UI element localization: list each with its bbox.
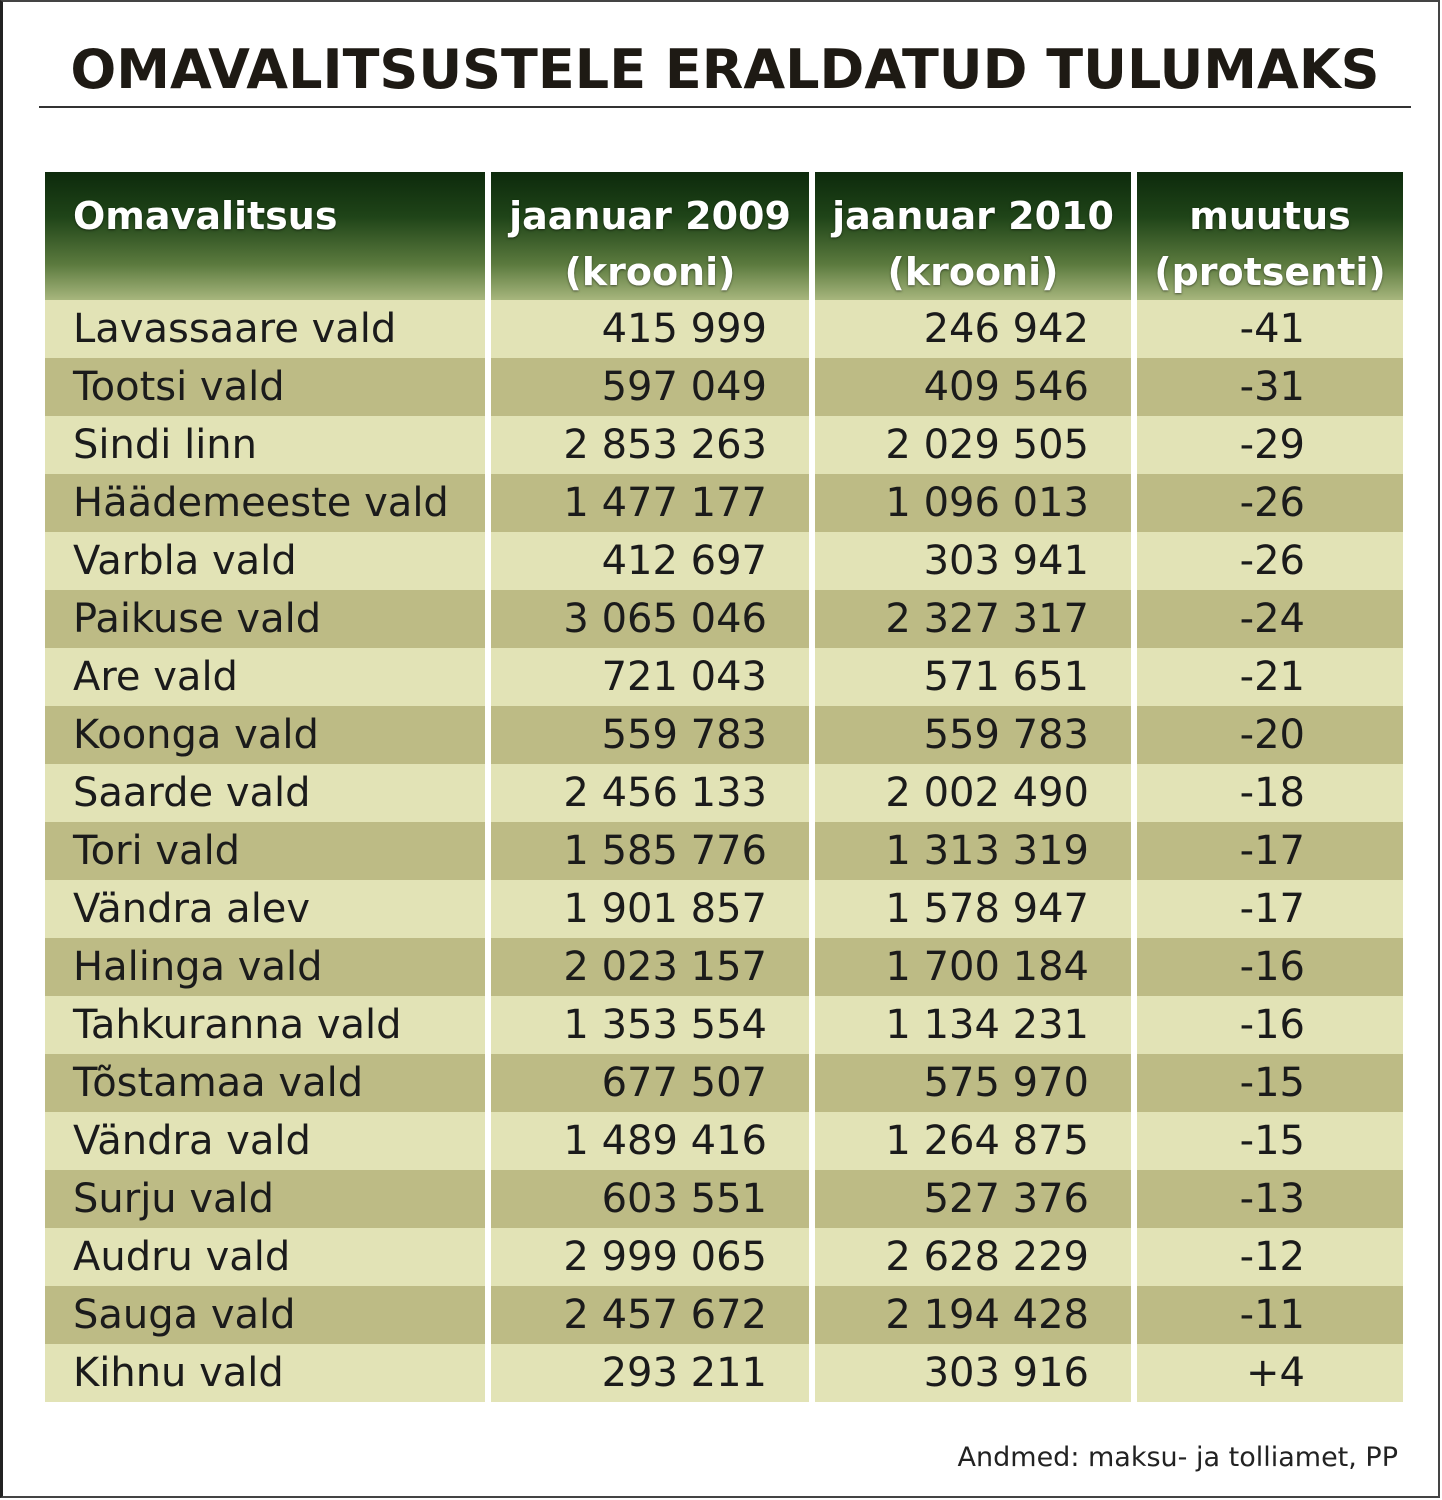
table-row xyxy=(45,880,1403,938)
cell-municipality: Vändra vald xyxy=(45,1112,485,1170)
cell-municipality: Audru vald xyxy=(45,1228,485,1286)
cell-january-2010: 2 002 490 xyxy=(809,764,1131,822)
cell-january-2010: 1 096 013 xyxy=(809,474,1131,532)
table-row xyxy=(45,300,1403,358)
cell-january-2010: 1 578 947 xyxy=(809,880,1131,938)
cell-municipality: Kihnu vald xyxy=(45,1344,485,1402)
cell-change: -18 xyxy=(1131,764,1403,822)
header-municipality xyxy=(45,172,485,300)
cell-january-2010: 1 134 231 xyxy=(809,996,1131,1054)
cell-municipality: Sindi linn xyxy=(45,416,485,474)
tax-table xyxy=(45,172,1403,1402)
cell-january-2010: 409 546 xyxy=(809,358,1131,416)
table-row xyxy=(45,1054,1403,1112)
cell-change: -13 xyxy=(1131,1170,1403,1228)
cell-municipality: Sauga vald xyxy=(45,1286,485,1344)
cell-change: -17 xyxy=(1131,822,1403,880)
cell-january-2010: 2 029 505 xyxy=(809,416,1131,474)
cell-january-2009: 1 477 177 xyxy=(485,474,809,532)
cell-municipality: Tootsi vald xyxy=(45,358,485,416)
cell-change: -26 xyxy=(1131,532,1403,590)
header-change xyxy=(1131,172,1403,300)
table-row xyxy=(45,1228,1403,1286)
cell-january-2009: 2 457 672 xyxy=(485,1286,809,1344)
table-row xyxy=(45,764,1403,822)
cell-january-2009: 721 043 xyxy=(485,648,809,706)
cell-january-2009: 2 456 133 xyxy=(485,764,809,822)
cell-municipality: Varbla vald xyxy=(45,532,485,590)
cell-january-2010: 303 916 xyxy=(809,1344,1131,1402)
cell-municipality: Vändra alev xyxy=(45,880,485,938)
cell-municipality: Lavassaare vald xyxy=(45,300,485,358)
table-row xyxy=(45,358,1403,416)
cell-january-2009: 412 697 xyxy=(485,532,809,590)
cell-january-2009: 1 353 554 xyxy=(485,996,809,1054)
cell-municipality: Are vald xyxy=(45,648,485,706)
cell-municipality: Saarde vald xyxy=(45,764,485,822)
table-row xyxy=(45,416,1403,474)
chart-title: OMAVALITSUSTELE ERALDATUD TULUMAKS xyxy=(70,38,1380,101)
cell-change: -11 xyxy=(1131,1286,1403,1344)
cell-change: -15 xyxy=(1131,1054,1403,1112)
cell-municipality: Koonga vald xyxy=(45,706,485,764)
cell-january-2010: 1 313 319 xyxy=(809,822,1131,880)
table-row xyxy=(45,822,1403,880)
table-row xyxy=(45,706,1403,764)
table-row xyxy=(45,996,1403,1054)
header-january-2010-unit: (krooni) xyxy=(887,250,1059,294)
cell-january-2010: 1 700 184 xyxy=(809,938,1131,996)
cell-change: -26 xyxy=(1131,474,1403,532)
table-row xyxy=(45,648,1403,706)
header-municipality-label: Omavalitsus xyxy=(73,194,338,238)
table-row xyxy=(45,1170,1403,1228)
cell-municipality: Tõstamaa vald xyxy=(45,1054,485,1112)
cell-january-2009: 1 585 776 xyxy=(485,822,809,880)
cell-january-2010: 2 327 317 xyxy=(809,590,1131,648)
header-row xyxy=(45,172,1403,300)
cell-change: -24 xyxy=(1131,590,1403,648)
cell-january-2009: 3 065 046 xyxy=(485,590,809,648)
cell-january-2010: 303 941 xyxy=(809,532,1131,590)
cell-change: -31 xyxy=(1131,358,1403,416)
cell-january-2009: 597 049 xyxy=(485,358,809,416)
source-note: Andmed: maksu- ja tolliamet, PP xyxy=(957,1442,1398,1473)
cell-january-2010: 246 942 xyxy=(809,300,1131,358)
cell-january-2010: 2 628 229 xyxy=(809,1228,1131,1286)
header-change-label: muutus xyxy=(1189,194,1351,238)
cell-municipality: Tori vald xyxy=(45,822,485,880)
cell-january-2010: 571 651 xyxy=(809,648,1131,706)
header-january-2010-label: jaanuar 2010 xyxy=(832,194,1114,238)
cell-january-2009: 2 853 263 xyxy=(485,416,809,474)
cell-january-2009: 559 783 xyxy=(485,706,809,764)
header-january-2009-label: jaanuar 2009 xyxy=(509,194,791,238)
cell-change: -15 xyxy=(1131,1112,1403,1170)
cell-january-2009: 2 999 065 xyxy=(485,1228,809,1286)
cell-january-2009: 603 551 xyxy=(485,1170,809,1228)
cell-change: -29 xyxy=(1131,416,1403,474)
cell-change: -20 xyxy=(1131,706,1403,764)
cell-january-2010: 2 194 428 xyxy=(809,1286,1131,1344)
cell-january-2009: 415 999 xyxy=(485,300,809,358)
cell-january-2009: 293 211 xyxy=(485,1344,809,1402)
table-row xyxy=(45,1286,1403,1344)
table-row xyxy=(45,590,1403,648)
cell-january-2010: 559 783 xyxy=(809,706,1131,764)
cell-change: -21 xyxy=(1131,648,1403,706)
table-body xyxy=(45,300,1403,1402)
cell-january-2009: 2 023 157 xyxy=(485,938,809,996)
cell-january-2009: 677 507 xyxy=(485,1054,809,1112)
table-row xyxy=(45,532,1403,590)
header-january-2009 xyxy=(485,172,809,300)
cell-january-2009: 1 489 416 xyxy=(485,1112,809,1170)
cell-municipality: Häädemeeste vald xyxy=(45,474,485,532)
cell-municipality: Paikuse vald xyxy=(45,590,485,648)
cell-change: -17 xyxy=(1131,880,1403,938)
cell-change: -16 xyxy=(1131,996,1403,1054)
cell-municipality: Surju vald xyxy=(45,1170,485,1228)
table-row xyxy=(45,474,1403,532)
header-january-2010 xyxy=(809,172,1131,300)
cell-change: +4 xyxy=(1131,1344,1403,1402)
cell-january-2010: 1 264 875 xyxy=(809,1112,1131,1170)
cell-change: -16 xyxy=(1131,938,1403,996)
table-row xyxy=(45,1112,1403,1170)
cell-january-2009: 1 901 857 xyxy=(485,880,809,938)
cell-january-2010: 527 376 xyxy=(809,1170,1131,1228)
cell-municipality: Tahkuranna vald xyxy=(45,996,485,1054)
cell-january-2010: 575 970 xyxy=(809,1054,1131,1112)
title-divider xyxy=(39,106,1411,108)
cell-change: -41 xyxy=(1131,300,1403,358)
table-row xyxy=(45,938,1403,996)
table-row xyxy=(45,1344,1403,1402)
header-change-unit: (protsenti) xyxy=(1154,250,1386,294)
header-january-2009-unit: (krooni) xyxy=(564,250,736,294)
cell-change: -12 xyxy=(1131,1228,1403,1286)
cell-municipality: Halinga vald xyxy=(45,938,485,996)
